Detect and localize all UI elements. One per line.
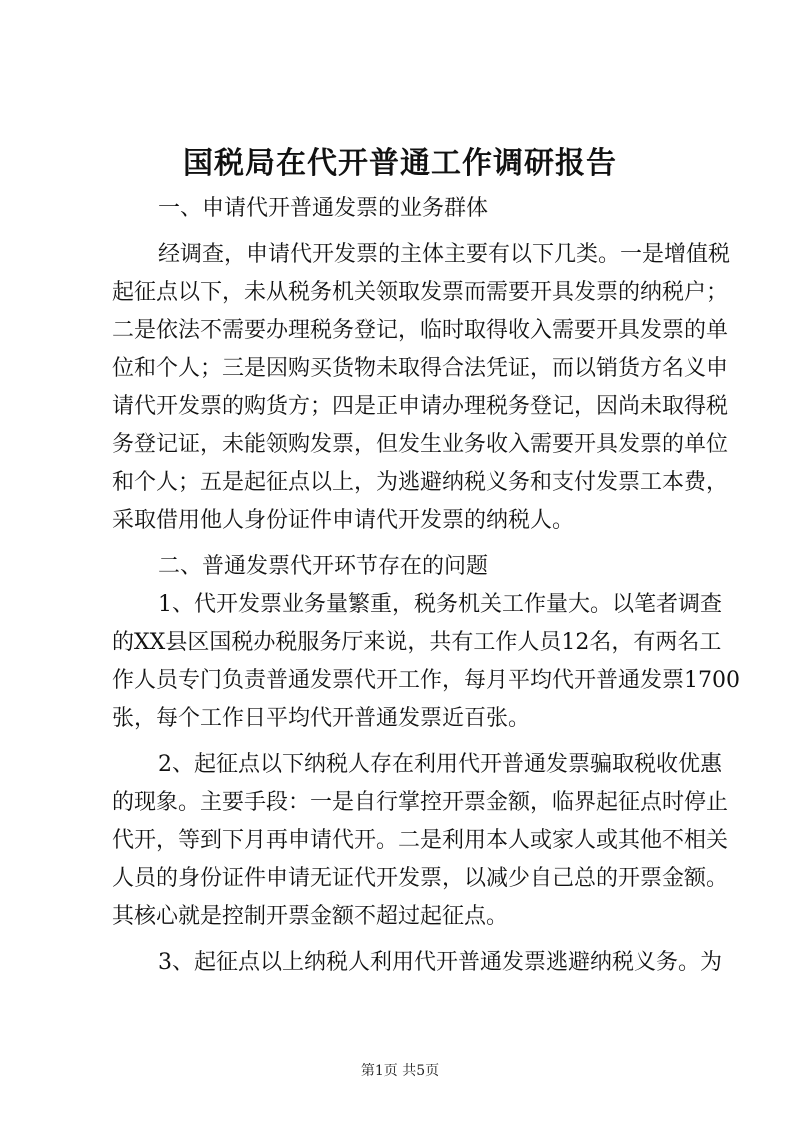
- section-heading-2: 二、普通发票代开环节存在的问题: [158, 554, 489, 579]
- paragraph-line: 3、起征点以上纳税人利用代开普通发票逃避纳税义务。为: [158, 950, 722, 975]
- paragraph-line: 代开，等到下月再申请代开。二是利用本人或家人或其他不相关: [112, 828, 729, 853]
- paragraph-line: 请代开发票的购货方；四是正申请办理税务登记，因尚未取得税: [112, 394, 729, 419]
- paragraph-line: 其核心就是控制开票金额不超过起征点。: [112, 904, 509, 929]
- page-footer: 第1页 共5页: [360, 1063, 440, 1079]
- paragraph-line: 作人员专门负责普通发票代开工作，每月平均代开普通发票1700: [112, 668, 740, 693]
- section-heading-1: 一、申请代开普通发票的业务群体: [158, 196, 489, 221]
- paragraph-line: 2、起征点以下纳税人存在利用代开普通发票骗取税收优惠: [158, 752, 722, 777]
- paragraph-line: 位和个人；三是因购买货物未取得合法凭证，而以销货方名义申: [112, 356, 729, 381]
- paragraph-line: 经调查，申请代开发票的主体主要有以下几类。一是增值税: [158, 242, 731, 267]
- paragraph-line: 采取借用他人身份证件申请代开发票的纳税人。: [112, 508, 575, 533]
- paragraph-line: 务登记证，未能领购发票，但发生业务收入需要开具发票的单位: [112, 432, 729, 457]
- paragraph-line: 的现象。主要手段：一是自行掌控开票金额，临界起征点时停止: [112, 790, 729, 815]
- paragraph-line: 二是依法不需要办理税务登记，临时取得收入需要开具发票的单: [112, 318, 729, 343]
- paragraph-line: 和个人；五是起征点以上，为逃避纳税义务和支付发票工本费，: [112, 470, 729, 495]
- paragraph-line: 1、代开发票业务量繁重，税务机关工作量大。以笔者调查: [158, 592, 722, 617]
- paragraph-line: 的XX县区国税办税服务厅来说，共有工作人员12名，有两名工: [112, 630, 722, 655]
- paragraph-line: 人员的身份证件申请无证代开发票，以减少自己总的开票金额。: [112, 866, 729, 891]
- document-title: 国税局在代开普通工作调研报告: [183, 146, 617, 181]
- paragraph-line: 张，每个工作日平均代开普通发票近百张。: [112, 706, 531, 731]
- paragraph-line: 起征点以下，未从税务机关领取发票而需要开具发票的纳税户；: [112, 280, 729, 305]
